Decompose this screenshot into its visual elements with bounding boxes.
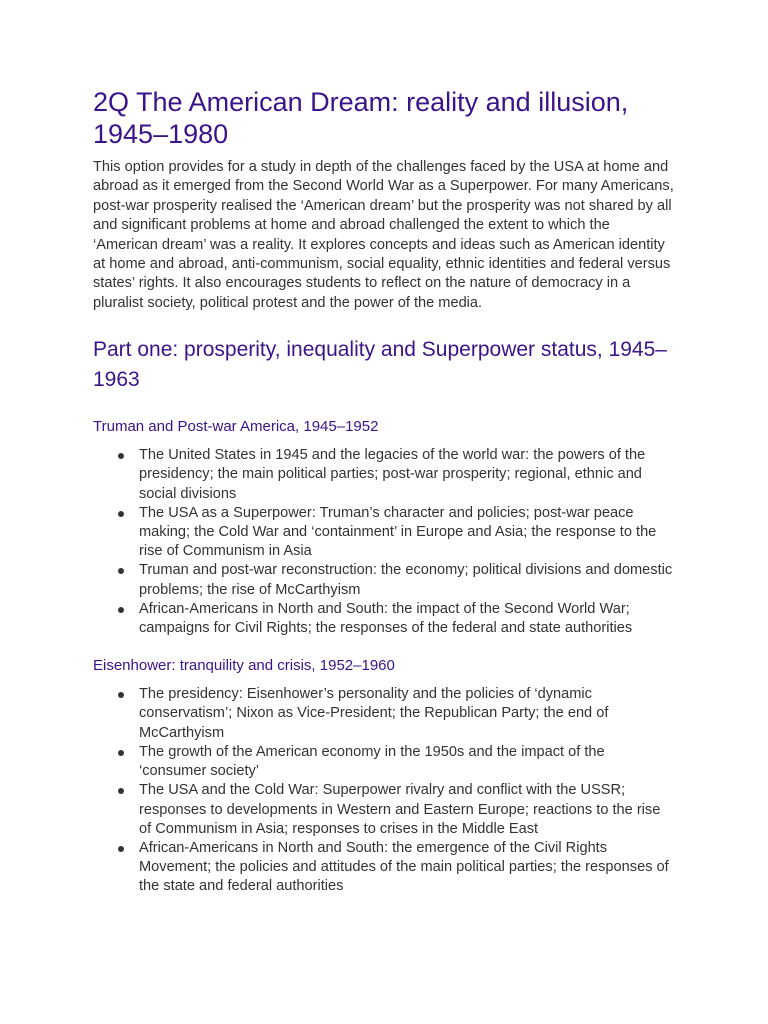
bullet-icon — [118, 568, 124, 574]
bullet-icon — [118, 750, 124, 756]
list-item-text: The USA as a Superpower: Truman’s character and policies; post-war peace making; the Cold War and ‘containment’ in Europe and Asia; the response to the rise of Communism in Asia — [139, 504, 657, 560]
list-item-text: African-Americans in North and South: the emergence of the Civil Rights Movement; the policies and attitudes of the main political parties; the responses of the state and federal authorities — [139, 839, 669, 895]
list-item-text: The growth of the American economy in the 1950s and the impact of the ‘consumer society’ — [139, 743, 605, 780]
list-item-text: African-Americans in North and South: the impact of the Second World War; campaigns for Civil Rights; the responses of the federal and state authorities — [139, 600, 633, 637]
list-item-text: Truman and post-war reconstruction: the economy; political divisions and domestic problems; the rise of McCarthyism — [139, 562, 673, 598]
bullet-icon — [118, 453, 124, 459]
list-item-text: The United States in 1945 and the legacies of the world war: the powers of the presidency; the main political parties; post-war prosperity; regional, ethnic and social divisions — [139, 447, 646, 502]
eisenhower-bullet-list — [93, 685, 676, 896]
list-item — [93, 743, 676, 781]
document-title: 2Q The American Dream: reality and illusion, 1945–1980 — [93, 87, 629, 149]
list-item — [93, 504, 676, 562]
part-one-heading: Part one: prosperity, inequality and Superpower status, 1945–1963 — [93, 338, 667, 392]
truman-bullet-list — [93, 446, 676, 638]
bullet-icon — [118, 511, 124, 517]
section-heading-truman: Truman and Post-war America, 1945–1952 — [93, 418, 379, 436]
list-item — [93, 600, 676, 638]
list-item — [93, 685, 676, 743]
list-item-text: The USA and the Cold War: Superpower rivalry and conflict with the USSR; responses to developments in Western and Eastern Europe; reactions to the rise of Communism in Asia; responses to crises in the Middle East — [139, 782, 661, 837]
bullet-icon — [118, 846, 124, 852]
list-item — [93, 781, 676, 839]
list-item — [93, 561, 676, 599]
list-item-text: The presidency: Eisenhower’s personality and the policies of ‘dynamic conservatism’; Nixon as Vice-President; the Republican Party; the end of McCarthyism — [139, 686, 609, 741]
section-heading-eisenhower: Eisenhower: tranquility and crisis, 1952–1960 — [93, 657, 395, 675]
list-item — [93, 446, 676, 504]
bullet-icon — [118, 788, 124, 794]
intro-paragraph: This option provides for a study in depth of the challenges faced by the USA at home and abroad as it emerged from the Second World War as a Superpower. For many Americans, post-war prosperity realised the ‘American dream’ but the prosperity was not shared by all and significant problems at home and abroad challenged the extent to which the ‘American dream’ was a reality. It explores concepts and ideas such as American identity at home and abroad, anti-communism, social equality, ethnic identities and federal versus states’ rights. It also encourages students to reflect on the nature of democracy in a pluralist society, political protest and the power of the media. — [93, 159, 674, 311]
bullet-icon — [118, 692, 124, 698]
bullet-icon — [118, 607, 124, 613]
list-item — [93, 839, 676, 897]
